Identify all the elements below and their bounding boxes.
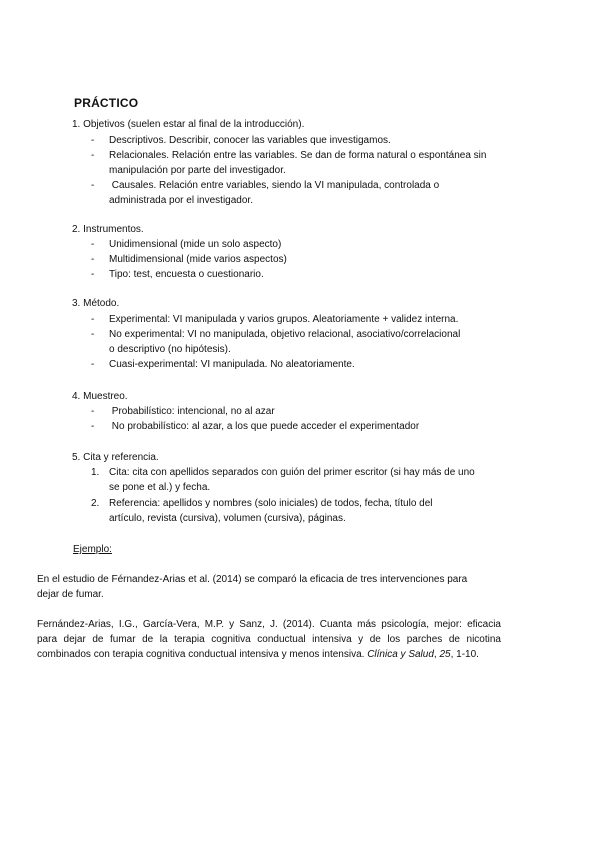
- list-item: No probabilístico: al azar, a los que puede acceder el experimentador: [109, 421, 420, 432]
- reference-line: para dejar de fumar de la terapia cognitiva conductual intensiva y de los parches de nicotina: [37, 634, 501, 645]
- list-item-continuation: o descriptivo (no hipótesis).: [109, 344, 231, 355]
- example-text: En el estudio de Férnandez-Arias et al. (2014) se comparó la eficacia de tres intervenciones para: [37, 574, 468, 585]
- list-item-continuation: artículo, revista (cursiva), volumen (cursiva), páginas.: [109, 513, 346, 524]
- list-item: Cita: cita con apellidos separados con guión del primer escritor (si hay más de uno: [109, 467, 475, 478]
- section-heading: 4. Muestreo.: [72, 391, 128, 402]
- list-marker: -: [91, 421, 95, 432]
- journal-title: Clínica y Salud: [367, 649, 434, 660]
- list-marker: -: [91, 269, 95, 280]
- list-item-continuation: se pone et al.) y fecha.: [109, 482, 211, 493]
- list-item-continuation: administrada por el investigador.: [109, 195, 253, 206]
- list-marker: -: [91, 135, 95, 146]
- example-text: dejar de fumar.: [37, 589, 104, 600]
- list-marker: 1.: [91, 467, 100, 478]
- list-marker: -: [91, 314, 95, 325]
- list-marker: 2.: [91, 498, 100, 509]
- list-item: Experimental: VI manipulada y varios grupos. Aleatoriamente + validez interna.: [109, 314, 459, 325]
- reference-line: [37, 648, 479, 661]
- list-item: Cuasi-experimental: VI manipulada. No aleatoriamente.: [109, 359, 355, 370]
- list-item: Referencia: apellidos y nombres (solo iniciales) de todos, fecha, título del: [109, 498, 433, 509]
- reference-separator: ,: [433, 649, 440, 660]
- page-title: PRÁCTICO: [74, 96, 139, 110]
- list-item: Descriptivos. Describir, conocer las variables que investigamos.: [109, 135, 391, 146]
- list-marker: -: [91, 254, 95, 265]
- list-marker: -: [91, 406, 95, 417]
- list-item: Relacionales. Relación entre las variables. Se dan de forma natural o espontánea sin: [109, 150, 487, 161]
- list-item: Probabilístico: intencional, no al azar: [109, 406, 275, 417]
- reference-pages: , 1-10.: [450, 649, 479, 660]
- reference-text: combinados con terapia cognitiva conductual intensiva y menos intensiva.: [37, 649, 368, 660]
- section-heading: 5. Cita y referencia.: [72, 452, 159, 463]
- section-heading: 3. Método.: [72, 298, 120, 309]
- list-marker: -: [91, 180, 95, 191]
- section-heading: 2. Instrumentos.: [72, 224, 144, 235]
- journal-volume: 25: [439, 649, 451, 660]
- example-label: Ejemplo:: [73, 544, 112, 555]
- list-marker: -: [91, 239, 95, 250]
- section-heading: 1. Objetivos (suelen estar al final de la introducción).: [72, 119, 305, 130]
- list-marker: -: [91, 329, 95, 340]
- list-item: Multidimensional (mide varios aspectos): [109, 254, 287, 265]
- reference-line: Fernández-Arias, I.G., García-Vera, M.P. y Sanz, J. (2014). Cuanta más psicología, mejor: eficacia: [37, 619, 501, 630]
- list-item: Tipo: test, encuesta o cuestionario.: [109, 269, 264, 280]
- list-marker: -: [91, 150, 95, 161]
- list-item-continuation: manipulación por parte del investigador.: [109, 165, 286, 176]
- list-item: Causales. Relación entre variables, siendo la VI manipulada, controlada o: [109, 180, 440, 191]
- list-item: Unidimensional (mide un solo aspecto): [109, 239, 282, 250]
- list-item: No experimental: VI no manipulada, objetivo relacional, asociativo/correlacional: [109, 329, 461, 340]
- list-marker: -: [91, 359, 95, 370]
